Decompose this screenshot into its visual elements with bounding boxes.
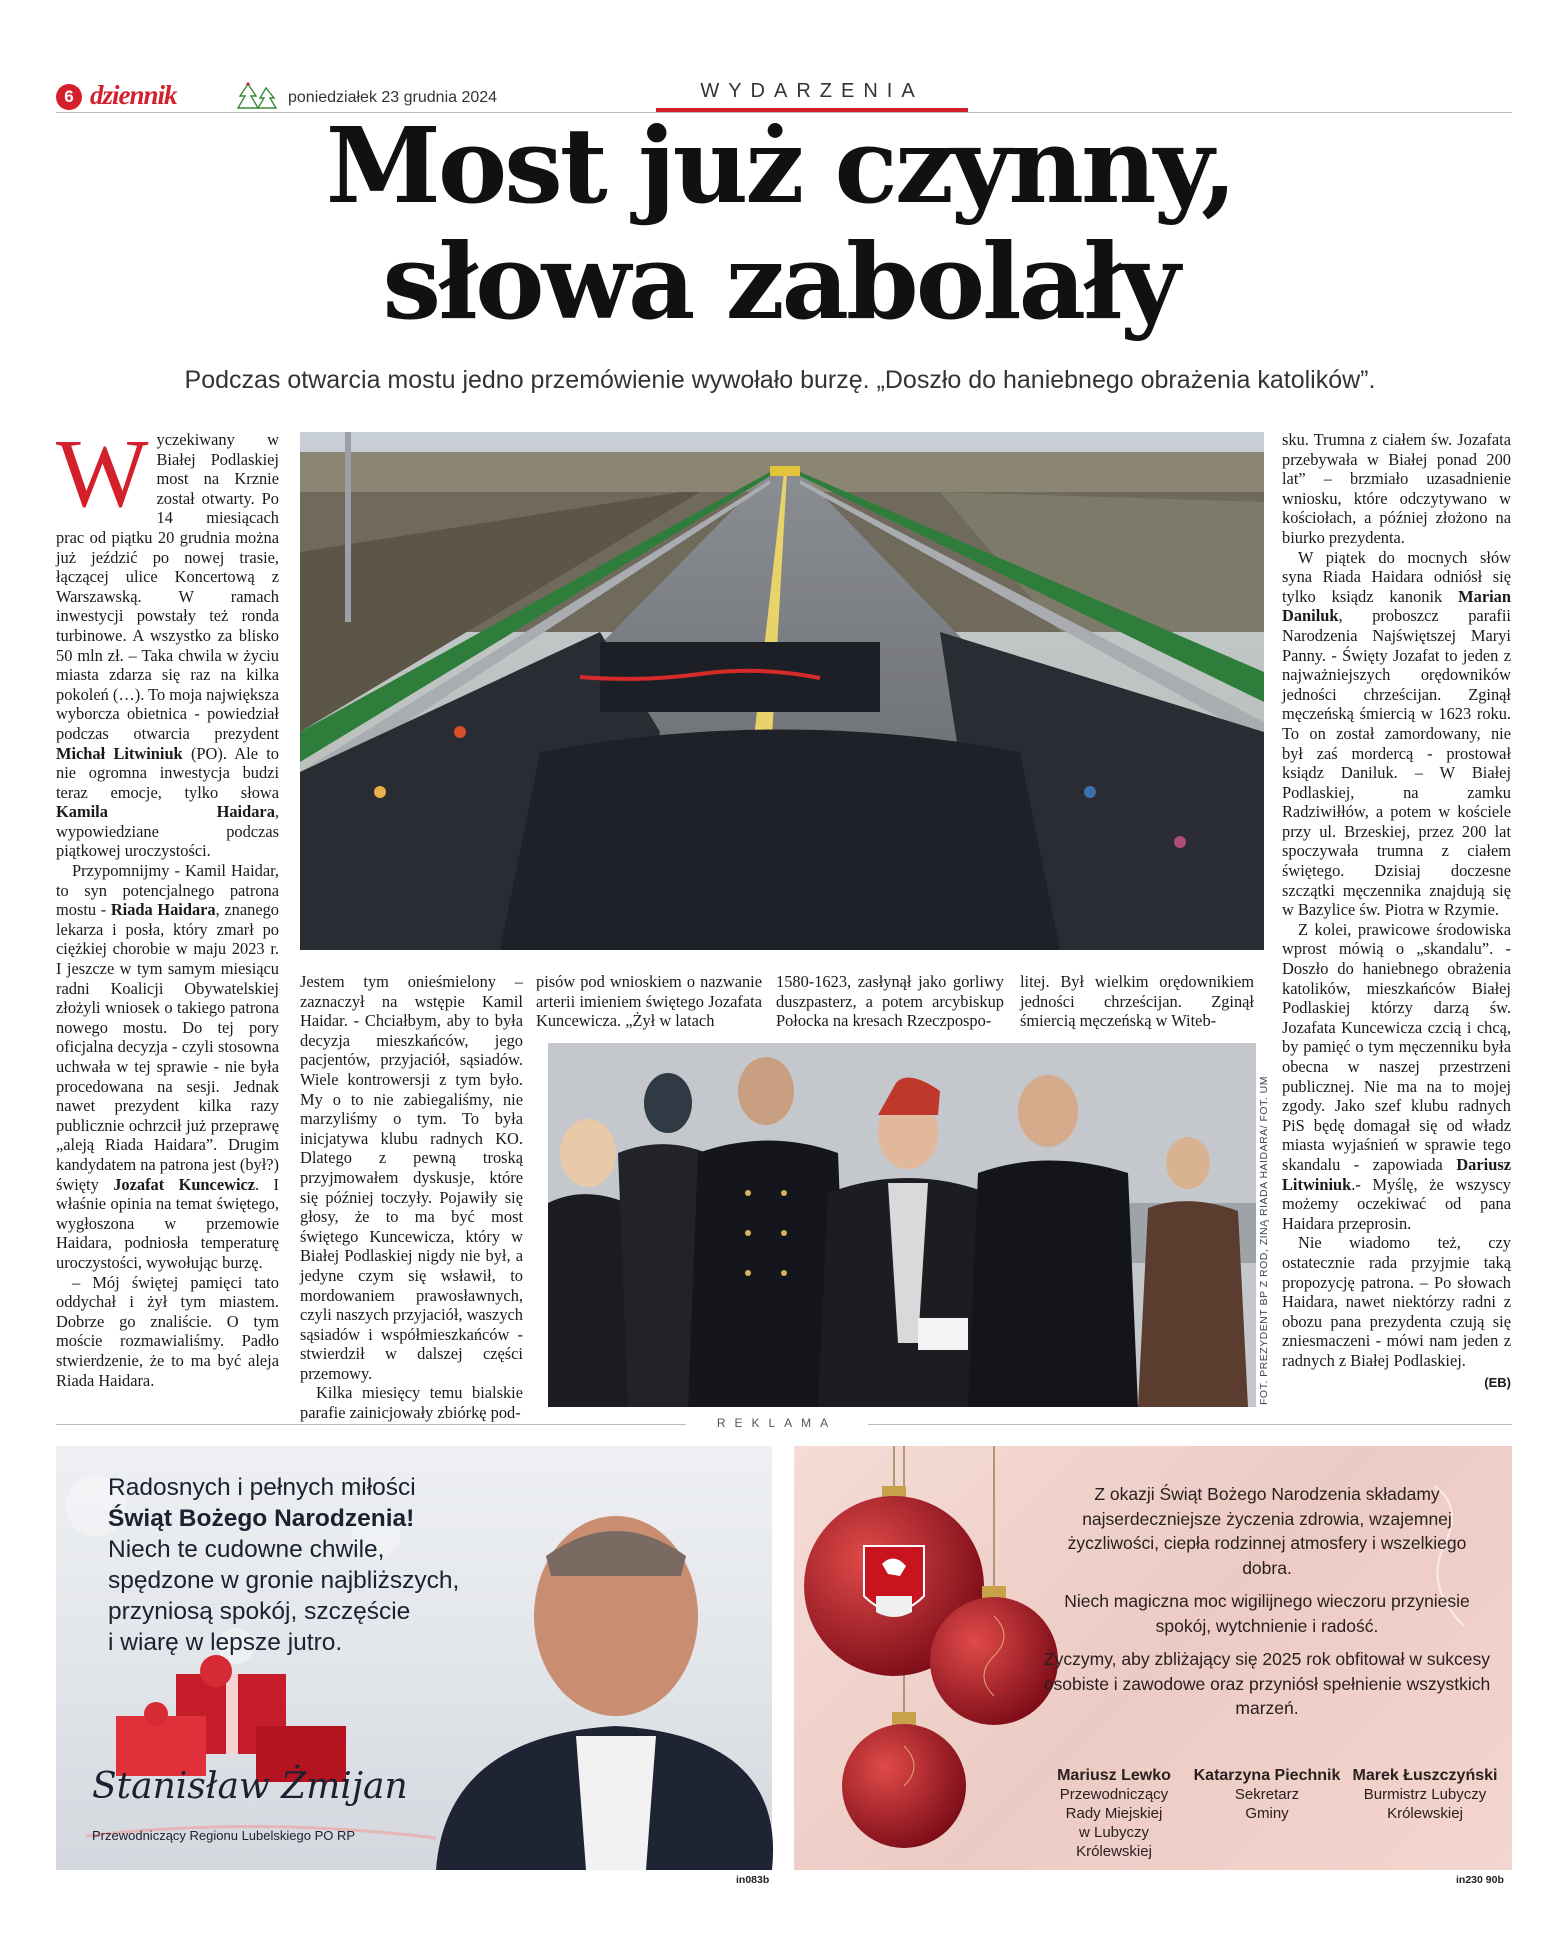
col2-paragraph-1: Jestem tym onieśmielony – zaznaczył na wstępie Kamil Haidar. - Chciałbym, aby to była decyzja mieszkańców, jego pacjentów, przyjaciół, sąsiadów. Wiele kontrowersji z tym było. My o to nie zabiegaliśmy, nie marzyliśmy o tym. To była inicjatywa klubu radnych KO. Dlatego z pewną troską przyjmowałem dyskusje, które się później toczyły. Pojawiły się głosy, że to ma być most świętego Kuncewicza, który w Białej Podlaskiej nigdy nie był, a jedyne czym się wsławił, to mordowaniem prawosławnych, czyli naszych przyjaciół, waszych sąsiadów i współmieszkańców - stwierdził w dalszej części przemowy.	[300, 972, 523, 1383]
signer-role: w Lubyczy Królewskiej	[1076, 1824, 1152, 1860]
col6-paragraph-2b: , proboszcz parafii Narodzenia Najświętszej Maryi Panny. - Święty Jozafat to jeden z najważniejszych orędowników jedności chrześcijan. Zginął męczeńską śmiercią w 1623 roku. To on został zamordowany, nie był zaś mordercą - prostował ksiądz Daniluk. – W Białej Podlaskiej, na zamku Radziwiłłów, a potem w kościele przy ul. Brzeskiej, przez 200 lat spoczywała trumna z ciałem świętego. Dzisiaj doczesne szczątki męczennika znajdują się w Bazylice św. Piotra w Rzymie.	[1282, 606, 1511, 920]
issue-date: poniedziałek 23 grudnia 2024	[288, 89, 498, 106]
col1-paragraph-1c: , wypowiedziane podczas piątkowej uroczystości.	[56, 802, 279, 861]
col1-paragraph-1: yczekiwany w Białej Podlaskiej most na Krznie został otwarty. Po 14 miesiącach prac od piątku 20 grudnia można już jeździć po nowej trasie, łączącej ulice Koncertową z Warszawską. W ramach inwestycji powstały też ronda turbinowe. A wszystko za blisko 50 mln zł. – Taka chwila w życiu miasta zdarza się raz na kilka pokoleń (…). To moja największa wyborcza obietnica - powiedział podczas otwarcia prezydent	[56, 430, 279, 743]
ad1-signature: Stanisław Żmijan	[92, 1766, 408, 1807]
signer-3	[1350, 1766, 1500, 1823]
person-name: Jozafat Kuncewicz	[113, 1174, 256, 1194]
col1-paragraph-1b: (PO). Ale to nie ogromna inwestycja budzi teraz emocje, tylko słowa	[56, 743, 279, 802]
article-column-6	[1282, 430, 1511, 1415]
ad2-greeting	[1042, 1482, 1492, 1730]
signer-1	[1044, 1766, 1184, 1861]
col4-paragraph: 1580-1623, zasłynął jako gorliwy duszpasterz, a potem arcybiskup Połocka na kresach Rzeczpospo-	[776, 972, 1004, 1031]
signer-role: Gminy	[1245, 1805, 1289, 1822]
signer-name: Marek Łuszczyński	[1352, 1767, 1498, 1784]
drop-cap: W	[56, 420, 149, 528]
col6-paragraph-1: sku. Trumna z ciałem św. Jozafata przebywała w Białej ponad 200 lat” – brzmiało uzasadnienie wniosku, które odczytywano w kościołach, a później złożono na biurko prezydenta.	[1282, 430, 1511, 547]
col6-paragraph-4: Nie wiadomo też, czy ostatecznie rada przyjmie taką propozycję patrona. – Po słowach Haidara, nawet niektórzy radni z obozu pana prezydenta czują się zniesmaczeni - mówi nam jeden z radnych z Białej Podlaskiej.	[1282, 1233, 1511, 1370]
article-column-4	[776, 972, 1004, 1034]
signer-name: Katarzyna Piechnik	[1193, 1767, 1341, 1784]
article-column-2	[300, 972, 523, 1423]
newspaper-logo[interactable]: dziennik	[90, 80, 177, 110]
col3-paragraph: pisów pod wnioskiem o nazwanie arterii imieniem świętego Jozafata Kuncewicza. „Żył w latach	[536, 972, 762, 1031]
signer-2	[1192, 1766, 1342, 1823]
ad2-paragraph-1: Z okazji Świąt Bożego Narodzenia składamy najserdeczniejsze życzenia zdrowia, wzajemnej życzliwości, ciepła rodzinnej atmosfery i wszelkiego dobra.	[1067, 1484, 1467, 1578]
bridge-aerial-photo	[300, 432, 1264, 950]
col6-paragraph-3b: .- Myślę, że wszyscy możemy oczekiwać od pana Haidara przeprosin.	[1282, 1174, 1511, 1233]
col6-paragraph-3: Z kolei, prawicowe środowiska wprost mówią o „skandalu”. - Doszło do haniebnego obrażenia katolików, mieszkańców Białej Podlaskiej którzy darzą św. Jozafata Kuncewicza czcią i chcą, by pamięć o tym męczenniku była obecna w naszej przestrzeni publicznej. Nie ma na to mojej zgody. Jako szef klubu radnych PiS będę domagał się od władz miasta wyjaśnień w sprawie tego skandalu - zapowiada	[1282, 919, 1511, 1174]
ad1-line-1: Radosnych i pełnych miłości	[108, 1474, 416, 1501]
col5-paragraph: litej. Był wielkim orędownikiem jedności chrześcijan. Zginął śmiercią męczeńską w Witeb-	[1020, 972, 1254, 1031]
page-number: 6	[56, 84, 82, 110]
ad1-greeting	[108, 1472, 508, 1658]
person-name: Riada Haidara	[110, 900, 216, 920]
col1-paragraph-2c: . I właśnie opinia na temat świętego, wygłoszona w przemowie Haidara, podniosła temperaturę uroczystości, wywołując burzę.	[56, 1174, 279, 1272]
article-column-1	[56, 420, 280, 1405]
article-column-3	[536, 972, 762, 1034]
ad1-line-3: Niech te cudowne chwile,	[108, 1536, 385, 1563]
ad2-paragraph-3: Życzymy, aby zbliżający się 2025 rok obfitował w sukcesy osobiste i zawodowe oraz przyniósł spełnienie wszystkich marzeń.	[1043, 1649, 1491, 1718]
ad-divider-left	[56, 1424, 686, 1425]
signer-role: Rady Miejskiej	[1065, 1805, 1163, 1822]
group-portrait-photo	[548, 1043, 1256, 1407]
signer-role: Sekretarz	[1234, 1786, 1300, 1803]
ad-section-label: REKLAMA	[716, 1416, 838, 1430]
ad1-line-2: Świąt Bożego Narodzenia!	[108, 1505, 415, 1532]
col1-paragraph-2: Przypomnijmy - Kamil Haidar, to syn potencjalnego patrona mostu -	[56, 861, 279, 920]
headline-line-2: słowa zabolały	[382, 220, 1178, 343]
ad1-role: Przewodniczący Regionu Lubelskiego PO RP	[92, 1828, 356, 1843]
person-name: Michał Litwiniuk	[56, 743, 183, 763]
signer-name: Mariusz Lewko	[1057, 1767, 1171, 1784]
article-headline	[180, 104, 1380, 343]
person-name: Marian Daniluk	[1282, 586, 1511, 626]
author-signature: (EB)	[1484, 1374, 1511, 1390]
col1-paragraph-2b: , znanego lekarza i posła, który zmarł po ciężkiej chorobie w maju 2023 r. I jeszcze w tym samym miesiącu radni Koalicji Obywatelskiej złożyli wniosek o takiego patrona nowego mostu. Do tej pory oficjalna decyzja - czyli stosowna uchwała w tej sprawie - nie była procedowana na sesji. Jednak nawet prezydent kilka razy publicznie ochrzcił już przeprawę „aleją Riada Haidara”. Drugim kandydatem na patrona jest (był?) święty	[56, 900, 280, 1194]
ad1-line-6: i wiarę w lepsze jutro.	[108, 1629, 343, 1656]
ad2-paragraph-2: Niech magiczna moc wigilijnego wieczoru przyniesie spokój, wytchnienie i radość.	[1064, 1591, 1470, 1636]
section-title[interactable]: WYDARZENIA	[700, 80, 924, 102]
ad1-line-4: spędzone w gronie najbliższych,	[108, 1567, 460, 1594]
signer-role: Królewskiej	[1387, 1805, 1463, 1822]
col1-paragraph-3: – Mój świętej pamięci tato oddychał i żył tym miastem. Dobrze go znaliście. O tym moście rozmawialiśmy. Padło stwierdzenie, że to ma być aleja Riada Haidara.	[56, 1272, 279, 1390]
photo-credit: FOT. PREZYDENT BP Z ROD, ZINĄ RIADA HAIDARA/ FOT. UM	[1258, 1076, 1270, 1405]
col6-paragraph-2: W piątek do mocnych słów syna Riada Haidara odniósł się tylko ksiądz kanonik	[1282, 547, 1511, 606]
ad2-code: in230 90b	[1456, 1874, 1504, 1886]
ad1-code: in083b	[736, 1874, 770, 1886]
advertisement-lubycza[interactable]	[794, 1446, 1512, 1870]
advertisement-zmijan[interactable]	[56, 1446, 772, 1870]
article-lead: Podczas otwarcia mostu jedno przemówienie wywołało burzę. „Doszło do haniebnego obrażenia katolików”.	[184, 366, 1376, 394]
signer-role: Przewodniczący	[1059, 1786, 1169, 1803]
ad1-line-5: przyniosą spokój, szczęście	[108, 1598, 411, 1625]
ad-divider-right	[868, 1424, 1512, 1425]
headline-line-1: Most już czynny,	[325, 104, 1235, 227]
person-name: Dariusz Litwiniuk	[1282, 1154, 1511, 1194]
signer-role: Burmistrz Lubyczy	[1363, 1786, 1487, 1803]
article-column-5	[1020, 972, 1254, 1034]
person-name: Kamila Haidara	[56, 802, 275, 822]
col2-paragraph-2: Kilka miesięcy temu bialskie parafie zainicjowały zbiórkę pod-	[300, 1383, 523, 1423]
